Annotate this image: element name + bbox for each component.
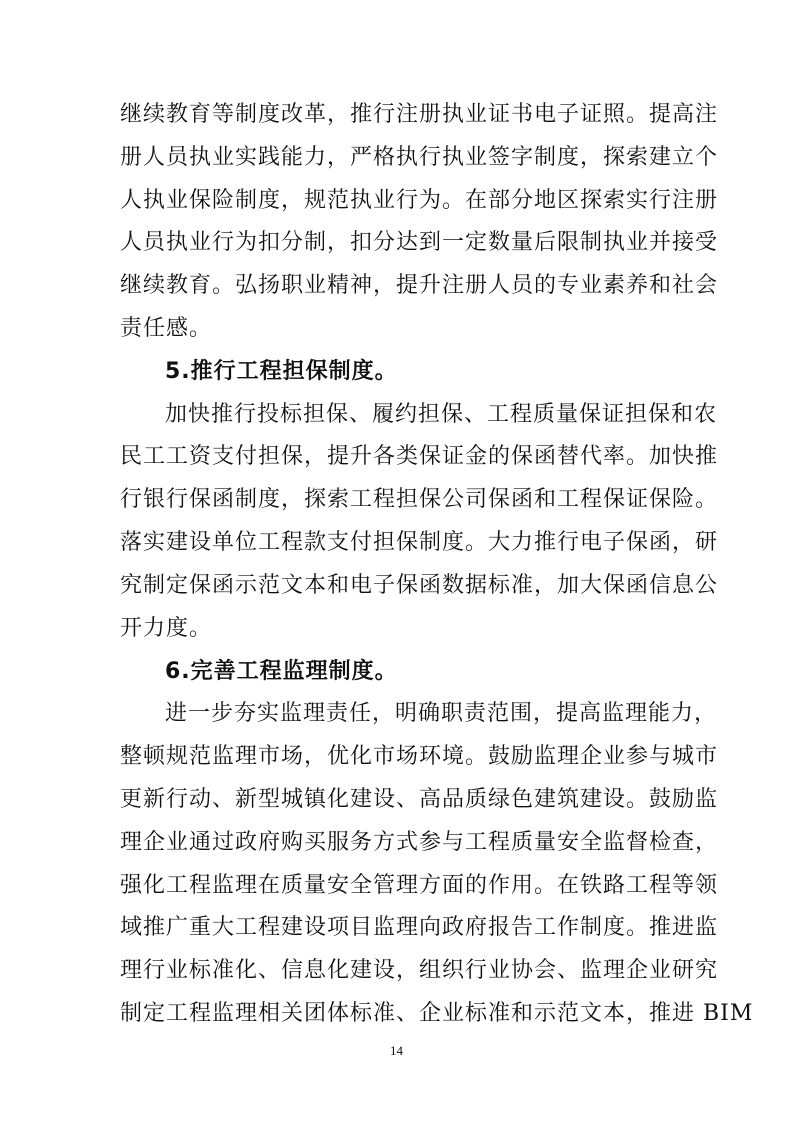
paragraph-line: 人员执业行为扣分制，扣分达到一定数量后限制执业并接受 bbox=[120, 230, 719, 255]
paragraph-line: 人执业保险制度，规范执业行为。在部分地区探索实行注册 bbox=[120, 188, 719, 213]
paragraph-line: 加快推行投标担保、履约担保、工程质量保证担保和农 bbox=[165, 402, 718, 427]
paragraph-line: 责任感。 bbox=[120, 316, 213, 341]
paragraph-line: 落实建设单位工程款支付担保制度。大力推行电子保函，研 bbox=[120, 530, 719, 555]
paragraph-line: 强化工程监理在质量安全管理方面的作用。在铁路工程等领 bbox=[120, 873, 719, 898]
section-heading-6: 6.完善工程监理制度。 bbox=[165, 659, 398, 684]
paragraph-line: 整顿规范监理市场，优化市场环境。鼓励监理企业参与城市 bbox=[120, 744, 719, 769]
paragraph-line: 行银行保函制度，探索工程担保公司保函和工程保证保险。 bbox=[120, 487, 719, 512]
paragraph-line: 继续教育。弘扬职业精神，提升注册人员的专业素养和社会 bbox=[120, 273, 719, 298]
paragraph-line: 开力度。 bbox=[120, 616, 213, 641]
paragraph-line: 域推广重大工程建设项目监理向政府报告工作制度。推进监 bbox=[120, 915, 719, 940]
page-number: 14 bbox=[390, 1043, 403, 1058]
paragraph-line: 理行业标准化、信息化建设，组织行业协会、监理企业研究 bbox=[120, 958, 719, 983]
paragraph-line: 册人员执业实践能力，严格执行执业签字制度，探索建立个 bbox=[120, 145, 719, 170]
paragraph-line: 进一步夯实监理责任，明确职责范围，提高监理能力， bbox=[165, 701, 718, 726]
paragraph-line: 更新行动、新型城镇化建设、高品质绿色建筑建设。鼓励监 bbox=[120, 787, 719, 812]
paragraph-line: 理企业通过政府购买服务方式参与工程质量安全监督检查， bbox=[120, 830, 719, 855]
section-heading-5: 5.推行工程担保制度。 bbox=[165, 359, 398, 384]
paragraph-line: 继续教育等制度改革，推行注册执业证书电子证照。提高注 bbox=[120, 102, 719, 127]
paragraph-line: 究制定保函示范文本和电子保函数据标准，加大保函信息公 bbox=[120, 573, 719, 598]
paragraph-line: 民工工资支付担保，提升各类保证金的保函替代率。加快推 bbox=[120, 444, 719, 469]
paragraph-line: 制定工程监理相关团体标准、企业标准和示范文本，推进 BIM bbox=[120, 1001, 754, 1026]
